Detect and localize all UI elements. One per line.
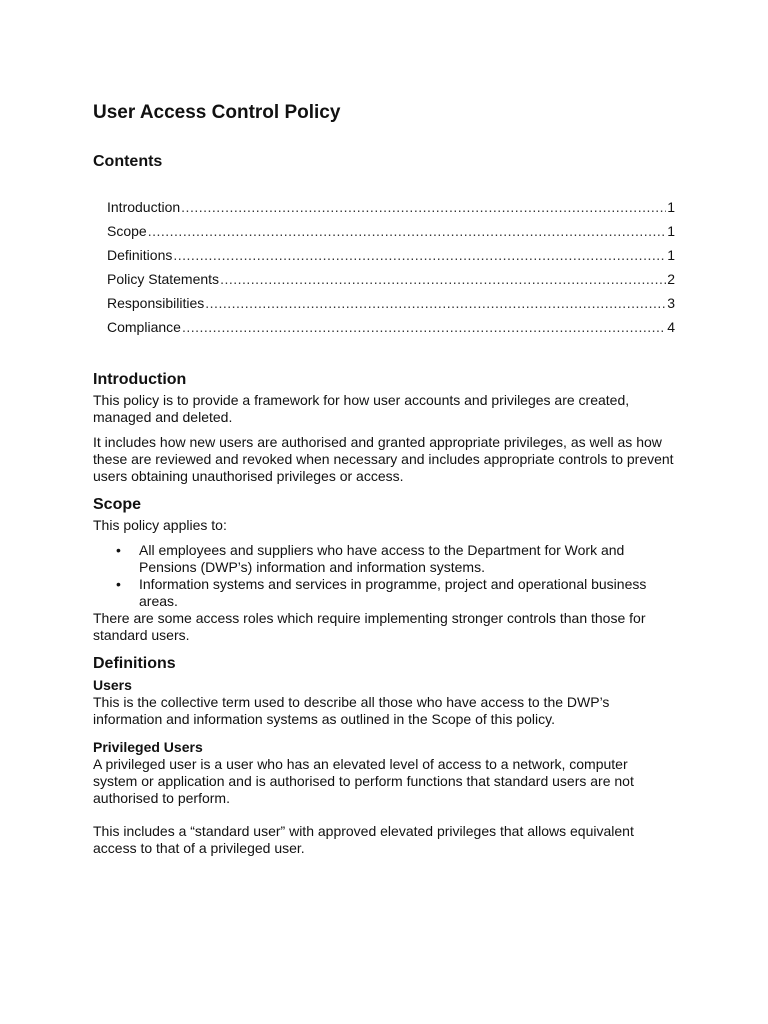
toc-dot-leader: [182, 317, 666, 337]
contents-heading: Contents: [93, 153, 163, 170]
scope-bullet-list: [93, 542, 675, 610]
scope-bullet-item: • All employees and suppliers who have access to the Department for Work and Pensions (DWP’s) information and information systems.: [139, 542, 675, 576]
toc-entry-page: 1: [667, 199, 675, 215]
toc-entry-page: 3: [667, 295, 675, 311]
privileged-users-note: This includes a “standard user” with approved elevated privileges that allows equivalent access to that of a privileged user.: [93, 823, 634, 856]
toc-dot-leader: [173, 245, 666, 265]
toc-entry-page: 4: [667, 319, 675, 335]
toc-entry-responsibilities[interactable]: [107, 293, 675, 317]
scope-closing: There are some access roles which require implementing stronger controls than those for standard users.: [93, 610, 646, 643]
introduction-paragraph: It includes how new users are authorised and granted appropriate privileges, as well as how these are reviewed and revoked when necessary and includes appropriate controls to prevent users obtaining unauthorised privileges or access.: [93, 434, 674, 484]
users-subheading: Users: [93, 677, 132, 693]
toc-entry-page: 1: [667, 223, 675, 239]
toc-entry-label: Responsibilities: [107, 295, 205, 311]
introduction-paragraph: This policy is to provide a framework for how user accounts and privileges are created, managed and deleted.: [93, 392, 630, 425]
section-definitions: [93, 652, 675, 857]
toc-entry-label: Definitions: [107, 247, 173, 263]
toc-dot-leader: [181, 197, 666, 217]
toc-dot-leader: [148, 221, 667, 241]
introduction-heading: Introduction: [93, 371, 187, 388]
section-introduction: [93, 368, 675, 485]
toc-entry-label: Policy Statements: [107, 271, 220, 287]
toc-dot-leader: [220, 269, 666, 289]
toc-entry-scope[interactable]: [107, 221, 675, 245]
document-body: [93, 368, 675, 857]
definitions-heading: Definitions: [93, 655, 176, 672]
toc-entry-page: 2: [667, 271, 675, 287]
toc-entry-label: Introduction: [107, 199, 181, 215]
toc-entry-label: Scope: [107, 223, 147, 239]
toc-entry-introduction[interactable]: [107, 197, 675, 221]
toc-entry-policy-statements[interactable]: [107, 269, 675, 293]
toc-entry-page: 1: [667, 247, 675, 263]
toc-entry-definitions[interactable]: [107, 245, 675, 269]
toc-entry-compliance[interactable]: [107, 317, 675, 341]
privileged-users-subheading: Privileged Users: [93, 739, 203, 755]
users-definition: This is the collective term used to describe all those who have access to the DWP’s information and information systems as outlined in the Scope of this policy.: [93, 694, 610, 727]
toc-entry-label: Compliance: [107, 319, 181, 335]
toc-dot-leader: [205, 293, 666, 313]
privileged-users-definition: A privileged user is a user who has an elevated level of access to a network, computer system or application and is authorised to perform functions that standard users are not authorised to perform.: [93, 756, 634, 806]
document-title: User Access Control Policy: [93, 102, 341, 123]
table-of-contents: [107, 197, 675, 341]
scope-intro: This policy applies to:: [93, 517, 227, 533]
section-scope: [93, 493, 675, 644]
scope-heading: Scope: [93, 496, 142, 513]
scope-bullet-item: • Information systems and services in programme, project and operational business areas.: [139, 576, 675, 610]
